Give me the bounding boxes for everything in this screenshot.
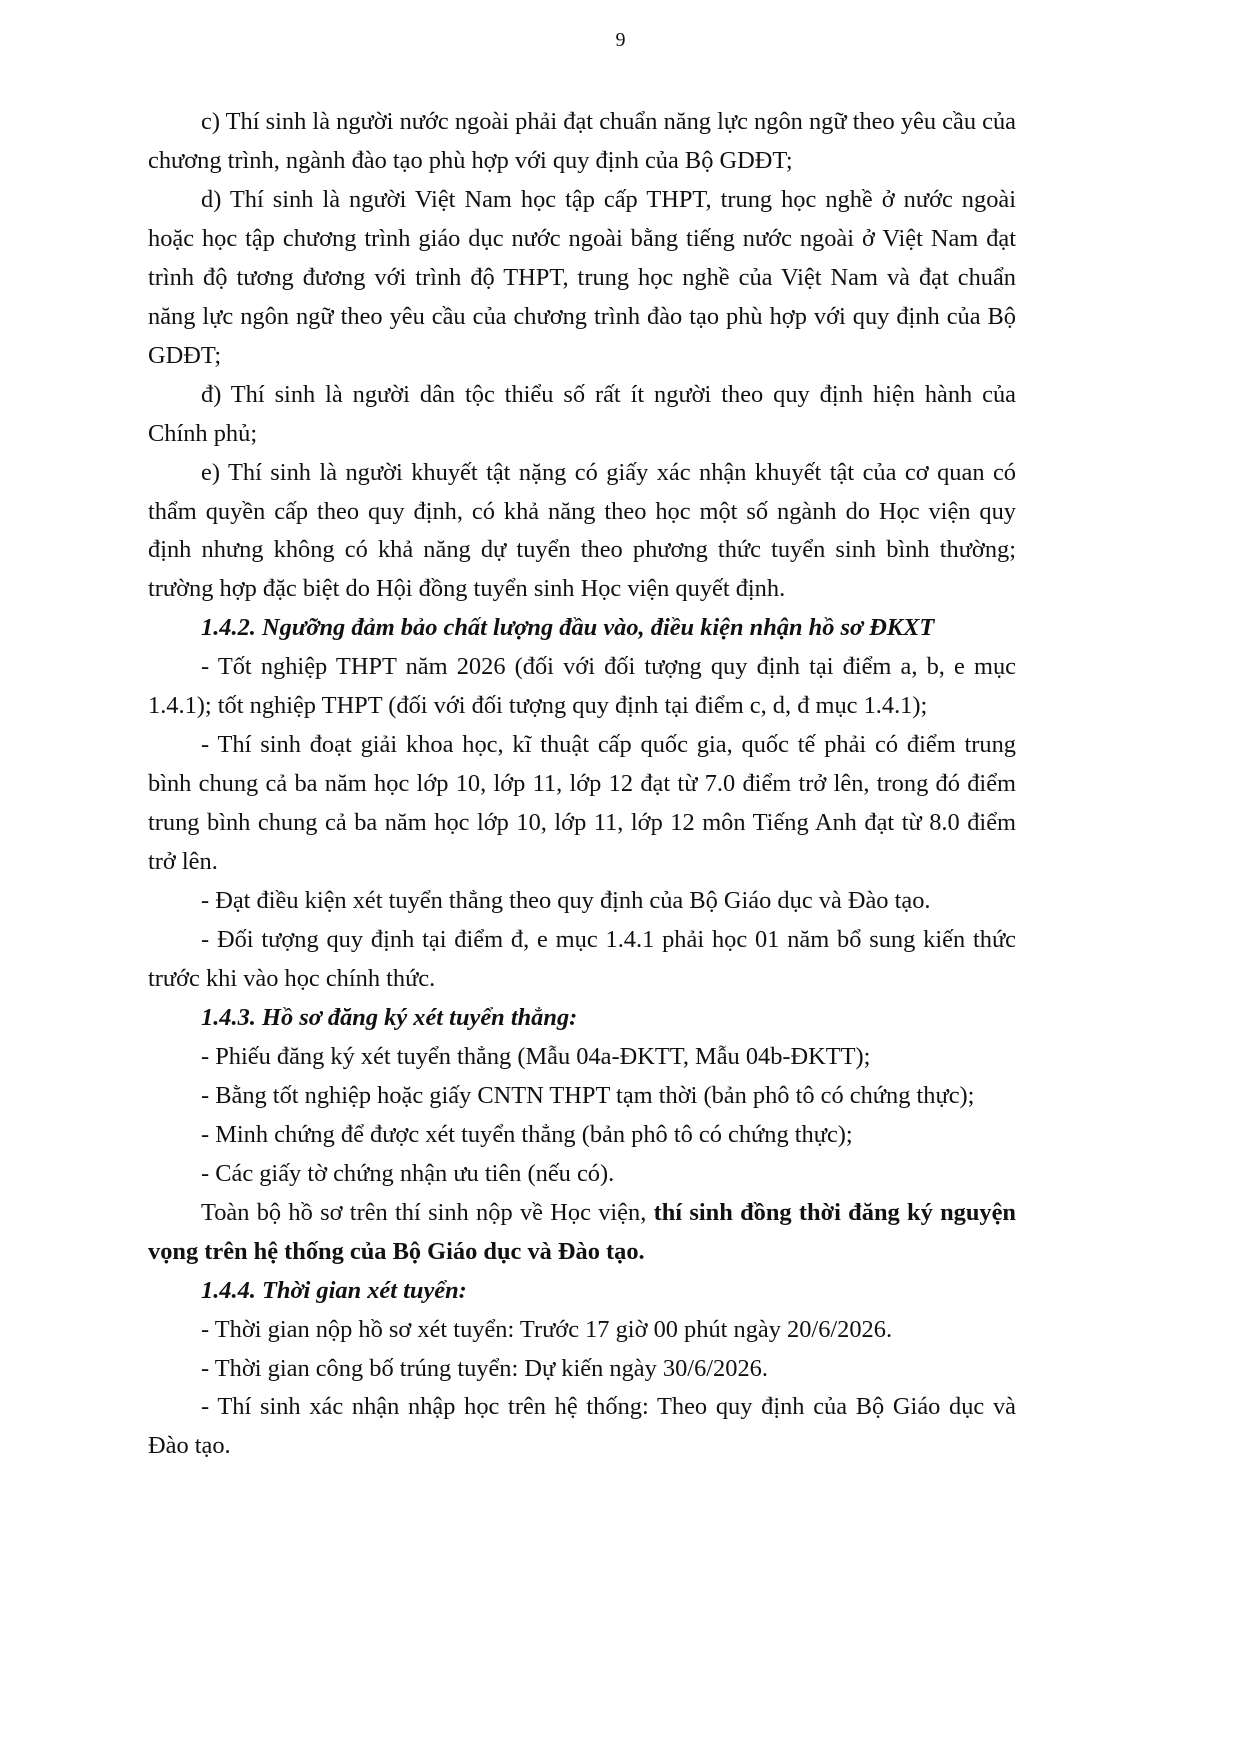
submission-note-text: Toàn bộ hồ sơ trên thí sinh nộp về Học viện, — [201, 1198, 654, 1226]
list-item: - Thí sinh đoạt giải khoa học, kĩ thuật cấp quốc gia, quốc tế phải có điểm trung bình chung cả ba năm học lớp 10, lớp 11, lớp 12 đạt từ 7.0 điểm trở lên, trong đó điểm trung bình chung cả ba năm học lớp 10, lớp 11, lớp 12 môn Tiếng Anh đạt từ 8.0 điểm trở lên. — [148, 731, 1016, 876]
section-heading-1-4-2: 1.4.2. Ngưỡng đảm bảo chất lượng đầu vào, điều kiện nhận hồ sơ ĐKXT — [201, 614, 935, 642]
list-item: - Bằng tốt nghiệp hoặc giấy CNTN THPT tạm thời (bản phô tô có chứng thực); — [201, 1081, 975, 1109]
submission-note — [148, 1194, 1016, 1272]
list-item: - Thời gian công bố trúng tuyển: Dự kiến ngày 30/6/2026. — [201, 1354, 768, 1382]
list-item: - Đạt điều kiện xét tuyển thẳng theo quy định của Bộ Giáo dục và Đào tạo. — [201, 887, 931, 915]
page-number: 9 — [615, 29, 626, 51]
document-body — [148, 103, 1016, 1466]
paragraph-c: c) Thí sinh là người nước ngoài phải đạt chuẩn năng lực ngôn ngữ theo yêu cầu của chương trình, ngành đào tạo phù hợp với quy định của Bộ GDĐT; — [148, 108, 1016, 174]
list-item: - Các giấy tờ chứng nhận ưu tiên (nếu có). — [201, 1159, 615, 1187]
list-item: - Đối tượng quy định tại điểm đ, e mục 1.4.1 phải học 01 năm bổ sung kiến thức trước khi vào học chính thức. — [148, 926, 1016, 992]
list-item: - Thí sinh xác nhận nhập học trên hệ thống: Theo quy định của Bộ Giáo dục và Đào tạo. — [148, 1393, 1016, 1460]
list-item: - Tốt nghiệp THPT năm 2026 (đối với đối tượng quy định tại điểm a, b, e mục 1.4.1); tốt nghiệp THPT (đối với đối tượng quy định tại điểm c, d, đ mục 1.4.1); — [148, 653, 1016, 720]
paragraph-d: d) Thí sinh là người Việt Nam học tập cấp THPT, trung học nghề ở nước ngoài hoặc học tập chương trình giáo dục nước ngoài bằng tiếng nước ngoài ở Việt Nam đạt trình độ tương đương với trình độ THPT, trung học nghề của Việt Nam và đạt chuẩn năng lực ngôn ngữ theo yêu cầu của chương trình đào tạo phù hợp với quy định của Bộ GDĐT; — [148, 185, 1016, 369]
list-item: - Minh chứng để được xét tuyển thẳng (bản phô tô có chứng thực); — [201, 1120, 853, 1148]
section-heading-1-4-3: 1.4.3. Hồ sơ đăng ký xét tuyển thẳng: — [201, 1003, 578, 1031]
paragraph-dd: đ) Thí sinh là người dân tộc thiểu số rất ít người theo quy định hiện hành của Chính phủ; — [148, 380, 1016, 447]
list-item: - Phiếu đăng ký xét tuyển thẳng (Mẫu 04a-ĐKTT, Mẫu 04b-ĐKTT); — [201, 1042, 871, 1070]
list-item: - Thời gian nộp hồ sơ xét tuyển: Trước 17 giờ 00 phút ngày 20/6/2026. — [201, 1315, 893, 1343]
paragraph-e: e) Thí sinh là người khuyết tật nặng có giấy xác nhận khuyết tật của cơ quan có thẩm quyền cấp theo quy định, có khả năng theo học một số ngành do Học viện quy định nhưng không có khả năng dự tuyển theo phương thức tuyển sinh bình thường; trường hợp đặc biệt do Hội đồng tuyển sinh Học viện quyết định. — [148, 458, 1016, 603]
section-heading-1-4-4: 1.4.4. Thời gian xét tuyển: — [201, 1276, 467, 1304]
submission-note-emphasis: thí sinh đồng thời đăng ký nguyện vọng trên hệ thống của Bộ Giáo dục và Đào tạo. — [148, 1198, 1016, 1265]
